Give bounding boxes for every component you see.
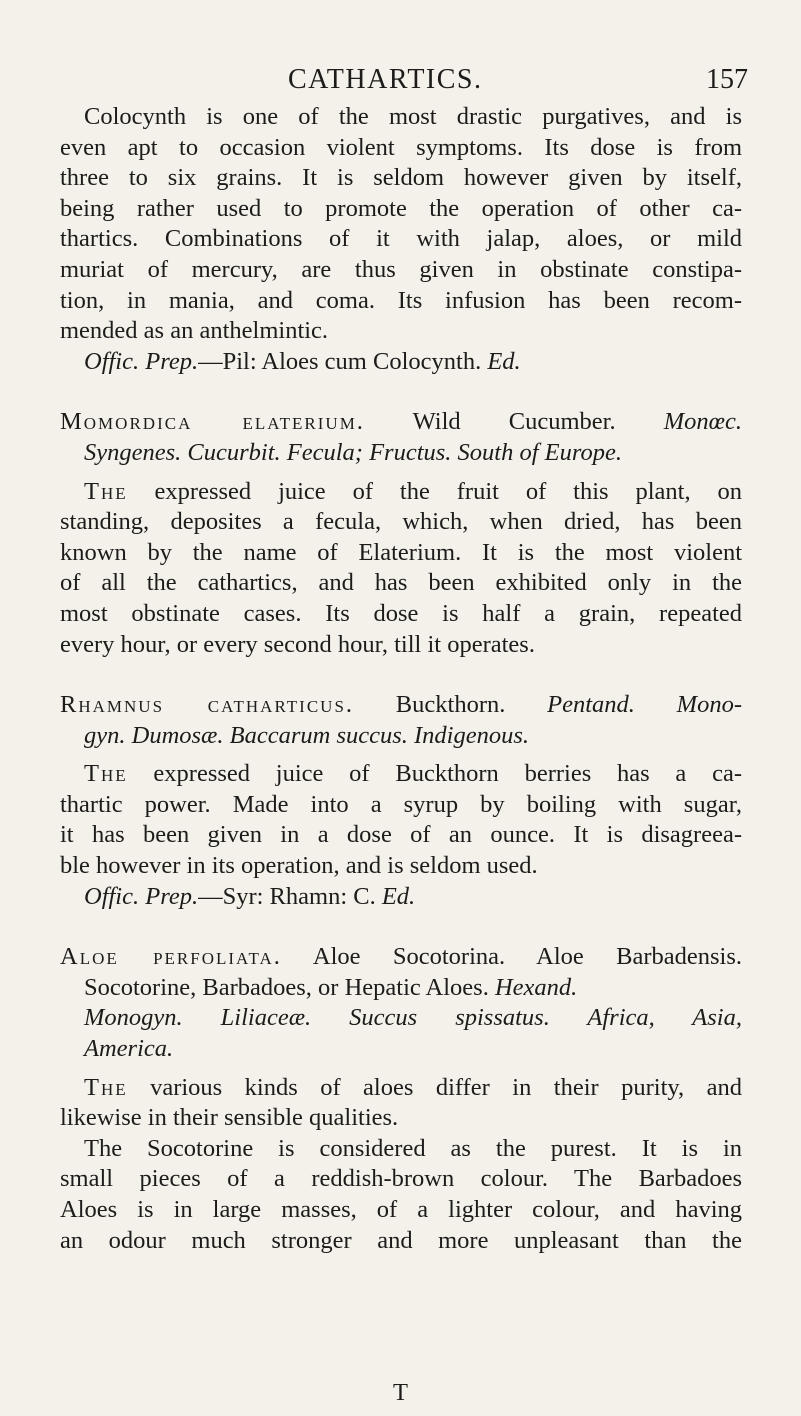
common-name: Buckthorn. [354,691,548,719]
offic-label: Offic. Prep. [84,347,199,375]
entry-heading-cont [60,438,742,469]
entry-heading-cont [60,973,742,1004]
text-line: likewise in their sensible qualities. [60,1104,399,1132]
text-line: of all the cathartics, and has been exhibited only in the [60,569,742,597]
paragraph-colocynth [60,102,742,377]
text-line: mended as an anthelmintic. [60,317,329,345]
text-line: three to six grains. It is seldom however given by itself, [60,164,742,192]
classification-cont: Monogyn. Liliaceæ. Succus spissatus. Africa, Asia, [84,1004,742,1032]
running-head: CATHARTICS. [288,64,483,95]
classification-cont: Syngenes. Cucurbit. Fecula; Fructus. South of Europe. [84,438,622,466]
text-line: an odour much stronger and more unpleasant than the [60,1226,742,1254]
paragraph-lead: The [84,760,128,788]
text-line [60,477,742,508]
paragraph-lead: The [84,477,128,505]
text-line: small pieces of a reddish-brown colour. The Barbadoes [60,1165,742,1193]
entry-rhamnus [60,690,742,912]
botanical-name: Rhamnus catharticus. [60,691,355,719]
text-line [60,759,742,790]
page-number: 157 [706,64,748,95]
botanical-name: Aloe perfoliata. [60,943,282,971]
text-line: it has been given in a dose of an ounce. It is disagreea- [60,821,742,849]
entry-heading [60,690,742,721]
text-line: standing, deposites a fecula, which, when dried, has been [60,508,742,536]
text-line: The Socotorine is considered as the purest. It is in [84,1134,742,1162]
text-line: tion, in mania, and coma. Its infusion has been recom- [60,286,742,314]
text-line: Colocynth is one of the most drastic purgatives, and is [84,103,742,130]
paragraph-lead: The [84,1073,128,1101]
entry-heading-cont [60,1003,742,1034]
text-line: ble however in its operation, and is seldom used. [60,852,538,880]
text-span: various kinds of aloes differ in their purity, and [127,1073,742,1101]
text-line: being rather used to promote the operation of other ca- [60,194,742,222]
classification: Monœc. [663,408,742,436]
officinal-preparation [60,347,742,378]
body-text [60,102,742,1256]
entry-aloe [60,942,742,1256]
common-names: Socotorine, Barbadoes, or Hepatic Aloes. [84,973,489,1001]
botanical-name: Momordica elaterium. [60,408,365,436]
text-line: every hour, or every second hour, till it operates. [60,630,535,658]
officinal-preparation [60,882,742,913]
common-name: Aloe Socotorina. Aloe Barbadensis. [281,943,742,971]
entry-momordica [60,407,742,660]
text-line: muriat of mercury, are thus given in obstinate constipa- [60,255,742,283]
text-line: even apt to occasion violent symptoms. Its dose is from [60,133,742,161]
offic-ed: Ed. [381,882,416,910]
entry-heading [60,407,742,438]
classification-cont: gyn. Dumosæ. Baccarum succus. Indigenous. [84,721,530,749]
offic-label: Offic. Prep. [84,882,199,910]
common-name: Wild Cucumber. [364,408,664,436]
text-span: expressed juice of Buckthorn berries has a ca- [127,760,742,788]
text-line: Aloes is in large masses, of a lighter colour, and having [60,1196,742,1223]
signature-mark: T [393,1379,408,1406]
text-span: expressed juice of the fruit of this plant, on [127,477,742,505]
text-line: known by the name of Elaterium. It is the most violent [60,538,742,566]
offic-text: —Syr: Rhamn: C. [198,882,376,910]
classification-cont: America. [84,1035,174,1063]
classification: Hexand. [488,973,578,1001]
offic-text: —Pil: Aloes cum Colocynth. [198,347,482,375]
text-line [60,1073,742,1104]
entry-heading-cont [60,1034,742,1065]
classification: Pentand. Mono- [547,691,743,719]
offic-ed: Ed. [487,347,521,375]
text-line: thartic power. Made into a syrup by boiling with sugar, [60,790,742,818]
entry-heading [60,942,742,973]
text-line: thartics. Combinations of it with jalap, aloes, or mild [60,225,742,253]
page-header [0,60,801,100]
entry-heading-cont [60,721,742,752]
text-line: most obstinate cases. Its dose is half a grain, repeated [60,599,742,627]
